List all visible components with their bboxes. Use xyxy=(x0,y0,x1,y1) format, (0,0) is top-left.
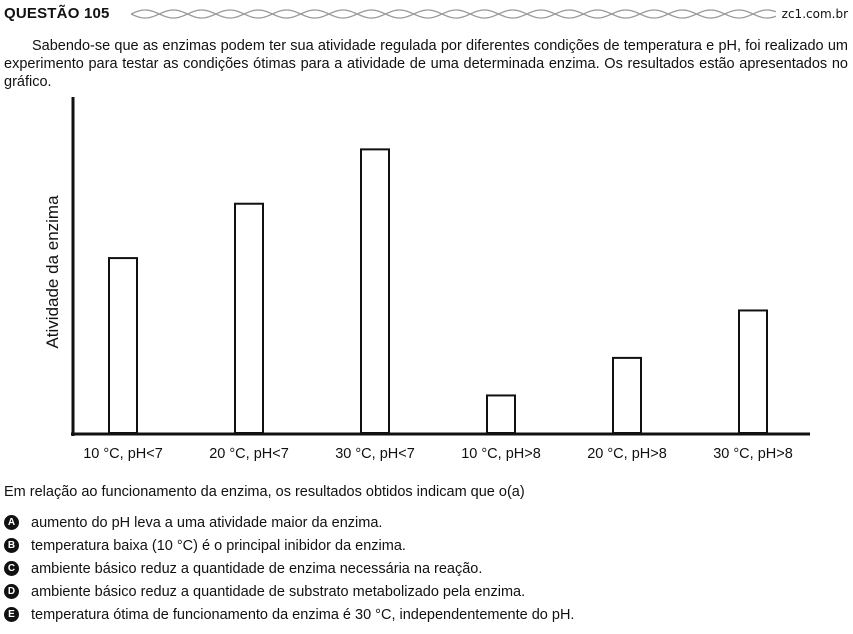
question-intro: Sabendo-se que as enzimas podem ter sua atividade regulada por diferentes condições de temperatura e pH, foi realizado um experimento para testar as condições ótimas para a atividade de uma determinada enzima. Os resultados estão apresentados no gráfico. xyxy=(4,38,848,90)
x-tick-label-3: 30 °C, pH<7 xyxy=(335,446,415,462)
option-a[interactable] xyxy=(4,511,574,534)
option-e-text: temperatura ótima de funcionamento da enzima é 30 °C, independentemente do pH. xyxy=(31,606,575,623)
option-a-text: aumento do pH leva a uma atividade maior da enzima. xyxy=(31,514,383,531)
x-tick-label-6: 30 °C, pH>8 xyxy=(713,446,793,462)
question-stem: Em relação ao funcionamento da enzima, os resultados obtidos indicam que o(a) xyxy=(4,484,525,500)
x-tick-label-5: 20 °C, pH>8 xyxy=(587,446,667,462)
site-watermark: zc1.com.br xyxy=(781,7,848,21)
option-b-text: temperatura baixa (10 °C) é o principal inibidor da enzima. xyxy=(31,537,406,554)
option-c-text: ambiente básico reduz a quantidade de enzima necessária na reação. xyxy=(31,560,483,577)
bar-5 xyxy=(613,358,641,433)
y-axis-label: Atividade da enzima xyxy=(43,195,62,349)
option-b[interactable] xyxy=(4,534,574,557)
x-tick-label-2: 20 °C, pH<7 xyxy=(209,446,289,462)
x-tick-label-4: 10 °C, pH>8 xyxy=(461,446,541,462)
bar-3 xyxy=(361,149,389,433)
option-d-letter-icon: D xyxy=(4,584,19,599)
option-d-text: ambiente básico reduz a quantidade de substrato metabolizado pela enzima. xyxy=(31,583,526,600)
option-d[interactable] xyxy=(4,580,574,603)
option-a-letter-icon: A xyxy=(4,515,19,530)
bar-1 xyxy=(109,258,137,433)
question-number: QUESTÃO 105 xyxy=(4,5,110,22)
answer-options xyxy=(4,511,574,626)
x-tick-label-1: 10 °C, pH<7 xyxy=(83,446,163,462)
option-e[interactable] xyxy=(4,603,574,626)
option-c[interactable] xyxy=(4,557,574,580)
bar-6 xyxy=(739,310,767,433)
bar-4 xyxy=(487,395,515,433)
option-c-letter-icon: C xyxy=(4,561,19,576)
option-b-letter-icon: B xyxy=(4,538,19,553)
bar-2 xyxy=(235,204,263,433)
option-e-letter-icon: E xyxy=(4,607,19,622)
